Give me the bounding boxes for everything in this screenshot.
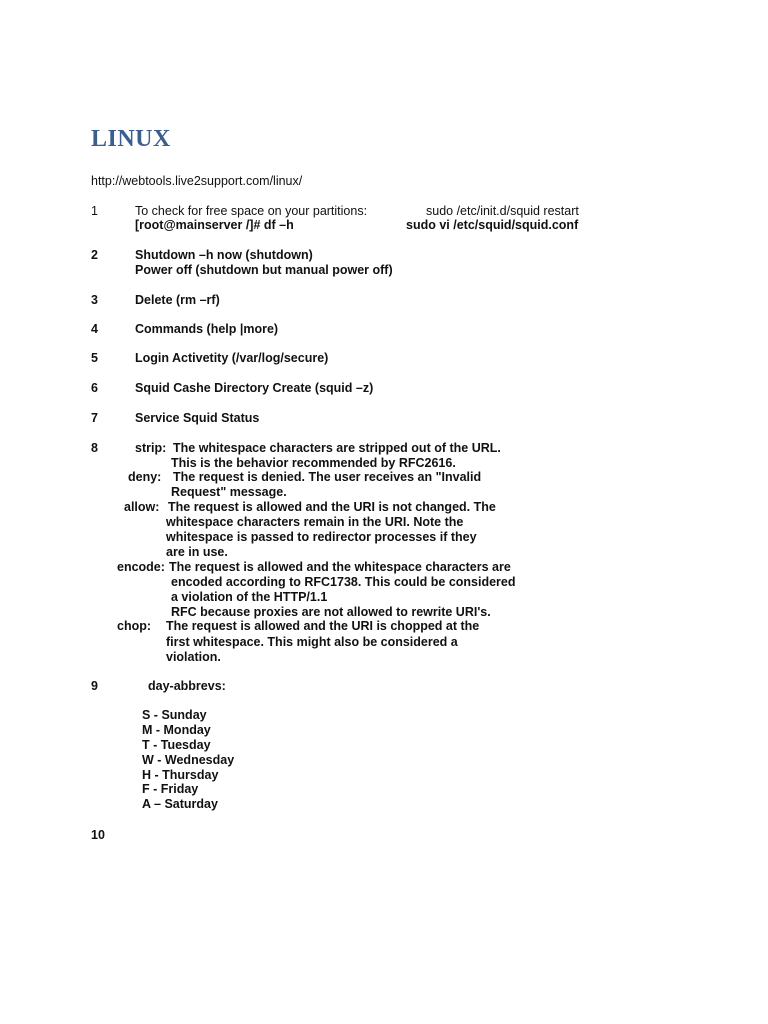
option-chop-line: violation. [166,650,221,664]
item-7-text: Service Squid Status [135,411,260,425]
page-title: LINUX [91,126,171,152]
item-number: 3 [91,293,98,307]
option-allow-line: are in use. [166,545,228,559]
day-abbrev: W - Wednesday [142,753,235,767]
item-1-line-1-right: sudo /etc/init.d/squid restart [426,204,579,218]
item-number: 2 [91,248,98,262]
day-abbrev: M - Monday [142,723,211,737]
item-4-text: Commands (help |more) [135,322,279,336]
item-1-line-2: [root@mainserver /]# df –h [135,218,294,232]
item-number: 4 [91,322,98,336]
item-1-line-2-right: sudo vi /etc/squid/squid.conf [406,218,579,232]
item-number: 8 [91,441,98,455]
option-deny-line: Request" message. [171,485,287,499]
item-9-text: day-abbrevs: [148,679,226,693]
option-encode-line: a violation of the HTTP/1.1 [171,590,328,604]
option-label-strip: strip: [135,441,167,455]
option-chop-line: first whitespace. This might also be considered a [166,635,458,649]
option-allow-line: whitespace characters remain in the URI. Note the [166,515,464,529]
option-label-encode: encode: [117,560,165,574]
day-abbrev: H - Thursday [142,768,219,782]
option-chop-line: The request is allowed and the URI is chopped at the [166,619,480,633]
option-strip-line: The whitespace characters are stripped out of the URL. [173,441,501,455]
option-strip-line: This is the behavior recommended by RFC2616. [171,456,456,470]
item-number: 5 [91,351,98,365]
item-6-text: Squid Cashe Directory Create (squid –z) [135,381,374,395]
item-2-line-2: Power off (shutdown but manual power off) [135,263,393,277]
source-url: http://webtools.live2support.com/linux/ [91,174,303,188]
option-deny-line: The request is denied. The user receives an "Invalid [173,470,482,484]
option-label-allow: allow: [124,500,160,514]
item-3-text: Delete (rm –rf) [135,293,220,307]
item-number: 9 [91,679,98,693]
option-allow-line: whitespace is passed to redirector processes if they [166,530,477,544]
item-1-line-1: To check for free space on your partitions: [135,204,368,218]
item-number: 6 [91,381,98,395]
option-encode-line: The request is allowed and the whitespace characters are [169,560,511,574]
day-abbrev: S - Sunday [142,708,207,722]
day-abbrev: T - Tuesday [142,738,211,752]
option-allow-line: The request is allowed and the URI is not changed. The [168,500,496,514]
item-number: 10 [91,828,105,842]
option-label-chop: chop: [117,619,152,633]
item-5-text: Login Activetity (/var/log/secure) [135,351,329,365]
item-2-line-1: Shutdown –h now (shutdown) [135,248,313,262]
item-number: 7 [91,411,98,425]
day-abbrev: A – Saturday [142,797,218,811]
day-abbrev: F - Friday [142,782,199,796]
option-encode-line: RFC because proxies are not allowed to rewrite URI's. [171,605,491,619]
option-encode-line: encoded according to RFC1738. This could be considered [171,575,516,589]
option-label-deny: deny: [128,470,162,484]
item-number: 1 [91,204,98,218]
